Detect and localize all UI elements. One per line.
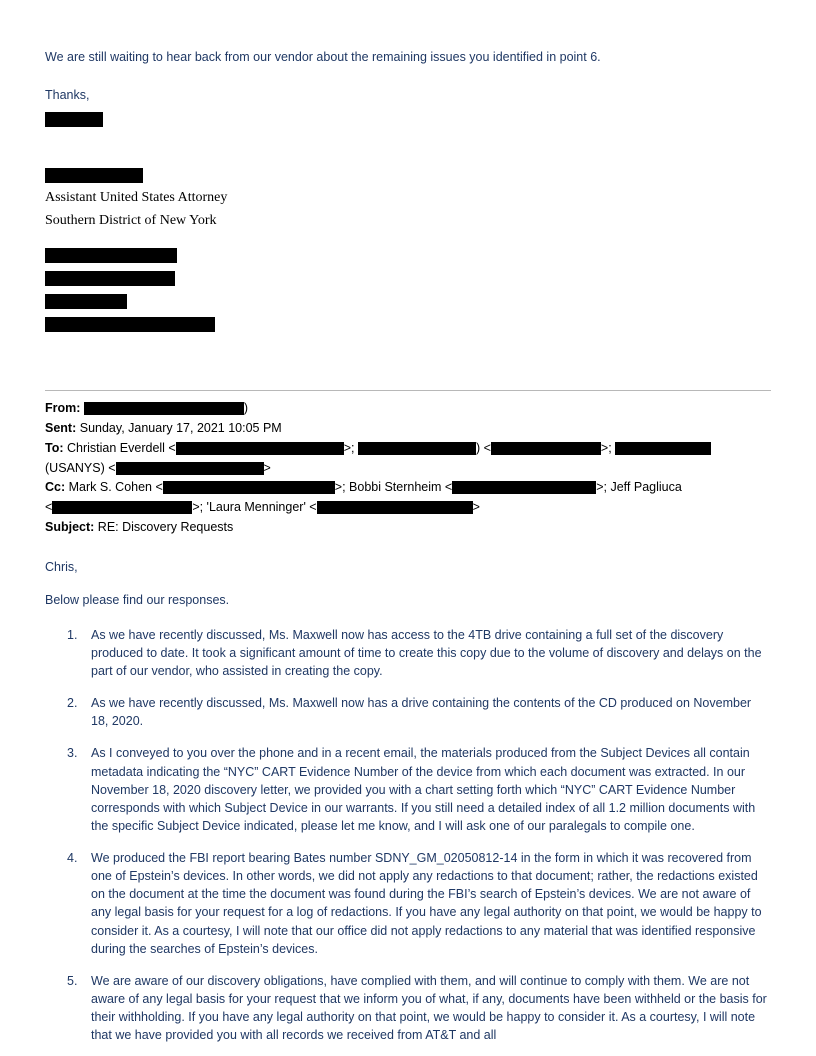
- header-row-from: [45, 399, 771, 418]
- redaction-address-3: [45, 294, 127, 309]
- redaction-cc-address-1: [163, 481, 335, 494]
- greeting: Chris,: [45, 559, 78, 574]
- redaction-address-4: [45, 317, 215, 332]
- intro-paragraph: Below please find our responses.: [45, 592, 230, 607]
- top-paragraph: We are still waiting to hear back from our vendor about the remaining issues you identified in point 6.: [45, 50, 601, 64]
- email-header: [45, 399, 771, 536]
- signature-block: [45, 166, 771, 333]
- to-sep-1: >;: [343, 440, 358, 455]
- cc-label: Cc:: [45, 480, 66, 495]
- redaction-to-name-3: [615, 442, 711, 455]
- signature-title-1: Assistant United States Attorney: [45, 190, 228, 206]
- list-item: [45, 626, 771, 680]
- redaction-to-address-3: [116, 462, 264, 475]
- sent-label: Sent:: [45, 421, 77, 435]
- subject-label: Subject:: [45, 519, 95, 534]
- list-item: [45, 694, 771, 730]
- list-item-text: As we have recently discussed, Ms. Maxwell now has a drive containing the contents of the CD produced on November 18, 2020.: [91, 696, 752, 729]
- redaction-cc-address-4: [317, 501, 473, 514]
- header-row-cc: [45, 478, 771, 497]
- to-usanys-label: (USANYS) <: [45, 460, 116, 475]
- to-label: To:: [45, 440, 64, 455]
- cc-recipient-1: Mark S. Cohen <: [68, 480, 163, 495]
- list-item-text: As I conveyed to you over the phone and in a recent email, the materials produced from the Subject Devices all contain metadata indicating the “NYC” CART Evidence Number of the device from which each document was extracted. In our November 18, 2020 discovery letter, we provided you with a chart setting forth which “NYC” CART Evidence Number corresponds with which Subject Device in our warrants. If you still need a detailed index of all 1.2 million documents with the specific Subject Device indicated, please let me know, and I will ask one of our paralegals to compile one.: [91, 746, 756, 833]
- redaction-signature-name: [45, 112, 103, 127]
- from-trailing: ): [243, 401, 249, 416]
- header-row-to-continued: [45, 459, 771, 478]
- closing-line: Thanks,: [45, 88, 90, 103]
- header-row-to: [45, 439, 771, 458]
- cc-open-bracket: <: [45, 500, 53, 514]
- redaction-from-address: [84, 402, 244, 415]
- header-row-cc-continued: [45, 498, 771, 517]
- redaction-address-2: [45, 271, 175, 286]
- list-item-number: 4.: [67, 851, 78, 865]
- list-item: [45, 972, 771, 1045]
- redaction-to-address-2: [491, 442, 601, 455]
- redaction-cc-address-2: [452, 481, 596, 494]
- to-recipient-1: Christian Everdell <: [67, 440, 176, 455]
- cc-end: >: [472, 500, 480, 514]
- signature-title-2: Southern District of New York: [45, 212, 217, 228]
- list-item-number: 3.: [67, 746, 78, 761]
- redaction-address-1: [45, 248, 177, 263]
- list-item-number: 1.: [67, 627, 78, 642]
- redaction-signer-name: [45, 168, 143, 183]
- list-item-number: 5.: [67, 973, 78, 988]
- sent-value: Sunday, January 17, 2021 10:05 PM: [79, 421, 282, 435]
- to-sep-3: >;: [600, 440, 616, 455]
- to-sep-2: ) <: [475, 440, 491, 455]
- header-row-subject: [45, 518, 771, 537]
- list-item-text: As we have recently discussed, Ms. Maxwell now has access to the 4TB drive containing a full set of the discovery produced to date. It took a significant amount of time to create this copy due to the volume of discovery and delays on the part of our vendor, who assisted in creating the copy.: [91, 627, 762, 678]
- cc-sep-1: >; Bobbi Sternheim <: [334, 480, 453, 495]
- from-label: From:: [45, 401, 81, 416]
- list-item: [45, 849, 771, 958]
- redaction-to-name-2: [358, 442, 476, 455]
- to-end: >: [263, 460, 271, 475]
- numbered-list: [45, 626, 771, 1045]
- cc-sep-3: >; 'Laura Menninger' <: [192, 500, 317, 514]
- list-item: [45, 744, 771, 835]
- redaction-cc-address-3: [52, 501, 192, 514]
- header-row-sent: [45, 419, 771, 438]
- subject-value: RE: Discovery Requests: [97, 519, 234, 534]
- spacer: [45, 66, 771, 86]
- list-item-text: We are aware of our discovery obligations, have complied with them, and will continue to comply with them. We are not aware of any legal basis for your request that we inform you of what, if any, documents have been withheld or the basis for their withholding. If you have any legal authority on that point, we would be happy to consider it. As a courtesy, I will note that we have provided you with all records we received from AT&T and all: [91, 973, 767, 1043]
- redaction-to-address-1: [176, 442, 344, 455]
- cc-sep-2: >; Jeff Pagliuca: [596, 480, 682, 495]
- list-item-number: 2.: [67, 696, 78, 711]
- list-item-text: We produced the FBI report bearing Bates number SDNY_GM_02050812-14 in the form in which it was recovered from one of Epstein’s devices. In other words, we did not apply any redactions to that document; rather, the redactions existed on the document at the time the document was found during the FBI’s search of Epstein’s devices. We are not aware of any legal basis for your request for a log of redactions. If you have any legal authority on that point, we would be happy to consider it. As a courtesy, I will note that our office did not apply redactions to any material that was identified responsive during the searches of Epstein’s devices.: [91, 851, 762, 956]
